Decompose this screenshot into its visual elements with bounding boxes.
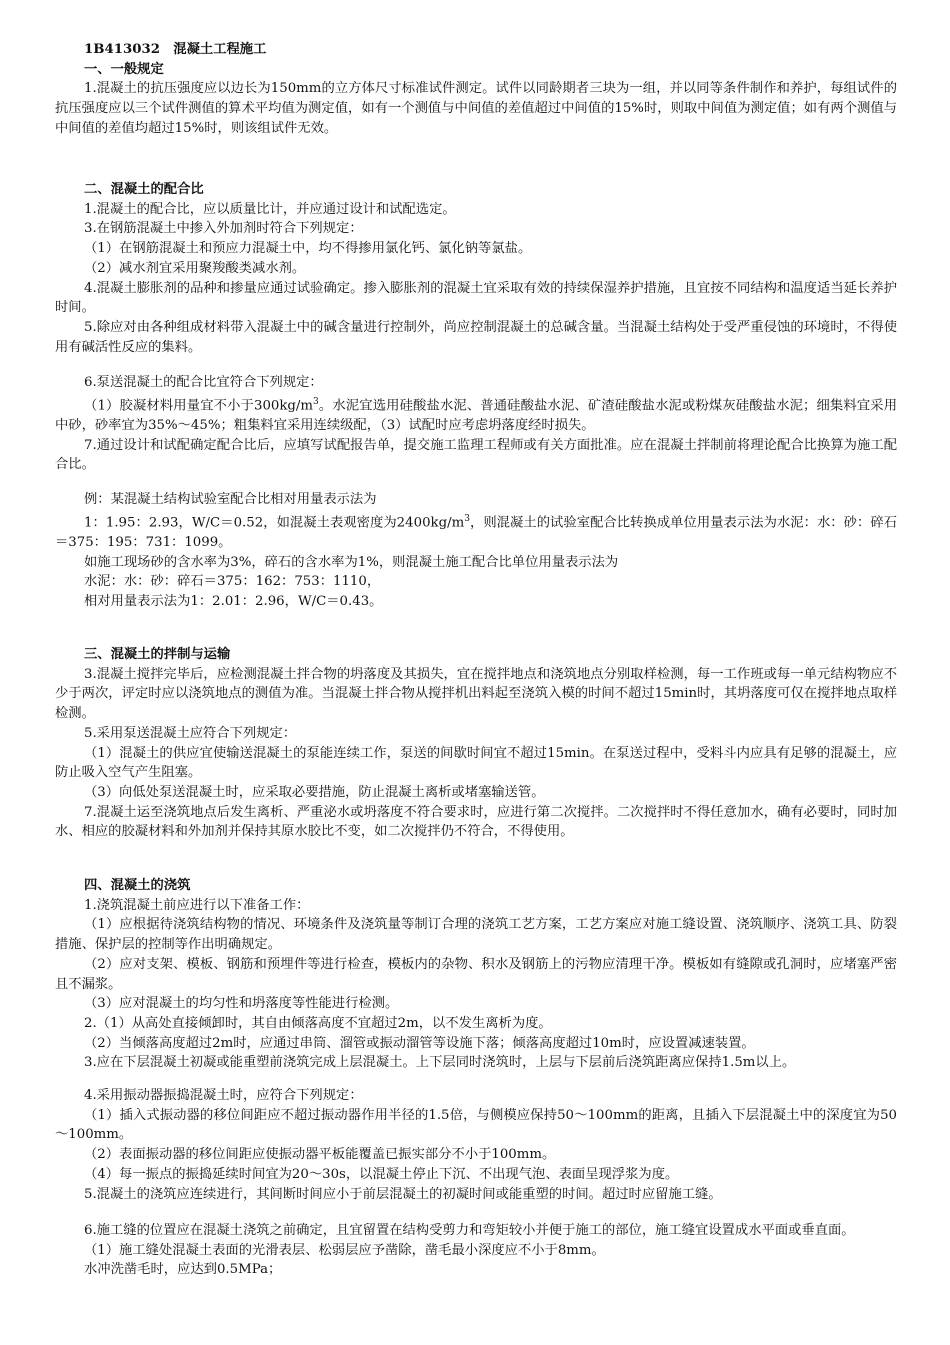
paragraph: 3.在钢筋混凝土中掺入外加剂时符合下列规定： (84, 221, 363, 237)
example-line: 如施工现场砂的含水率为3%，碎石的含水率为1%，则混凝土施工配合比单位用量表示法为 (84, 554, 619, 570)
paragraph: 水冲洗凿毛时，应达到0.5MPa； (84, 1262, 282, 1278)
text-run: ，则混凝土的试验室配合比转换成单位用量表示法为水泥：水：砂：碎石＝375：195：731：1099。 (55, 515, 897, 550)
section-general (55, 40, 897, 139)
paragraph: 2.（1）从高处直接倾卸时，其自由倾落高度不宜超过2m，以不发生离析为度。 (84, 1015, 552, 1031)
section-title: 三、混凝土的拌制与运输 (84, 647, 231, 662)
paragraph: 4.采用振动器振捣混凝土时，应符合下列规定： (84, 1088, 363, 1103)
text-run: 1：1.95：2.93，W/C＝0.52，如混凝土表观密度为2400kg/m (84, 515, 465, 531)
section-title: 二、混凝土的配合比 (84, 182, 204, 197)
paragraph: （1）施工缝处混凝土表面的光滑表层、松弱层应予凿除，凿毛最小深度应不小于8mm。 (84, 1242, 605, 1258)
section-title: 四、混凝土的浇筑 (84, 878, 191, 893)
paragraph: 5.混凝土的浇筑应连续进行，其间断时间应小于前层混凝土的初凝时间或能重塑的时间。超过时应留施工缝。 (84, 1186, 722, 1202)
text-run: 。水泥宜选用硅酸盐水泥、普通硅酸盐水泥、矿渣硅酸盐水泥或粉煤灰硅酸盐水泥；细集料宜采用中砂，砂率宜为35%～45%；粗集料宜采用连续级配，（3）试配时应考虑坍落度经时损失。 (55, 398, 898, 433)
paragraph: 5.采用泵送混凝土应符合下列规定： (84, 725, 297, 741)
section-title: 一、一般规定 (84, 61, 164, 77)
section-example (55, 490, 897, 612)
paragraph: 1.浇筑混凝土前应进行以下准备工作： (84, 897, 310, 913)
paragraph (55, 393, 897, 436)
section-mixing-transport (55, 645, 897, 842)
paragraph: 7.混凝土运至浇筑地点后发生离析、严重泌水或坍落度不符合要求时，应进行第二次搅拌。二次搅拌时不得任意加水，确有必要时，同时加水、相应的胶凝材料和外加剂并保持其原水胶比不变，如二次搅拌仍不符合，不得使用。 (55, 804, 897, 840)
paragraph: （3）应对混凝土的均匀性和坍落度等性能进行检测。 (84, 996, 399, 1012)
paragraph: （2）应对支架、模板、钢筋和预埋件等进行检查，模板内的杂物、积水及钢筋上的污物应清理干净。模板如有缝隙或孔洞时，应堵塞严密且不漏浆。 (55, 956, 897, 992)
paragraph: （3）向低处泵送混凝土时，应采取必要措施，防止混凝土离析或堵塞输送管。 (84, 784, 545, 800)
example-line: 相对用量表示法为1：2.01：2.96，W/C＝0.43。 (84, 593, 383, 609)
section-mix-ratio-pump (55, 373, 897, 475)
example-line (55, 510, 897, 553)
paragraph: （2）减水剂宜采用聚羧酸类减水剂。 (84, 260, 306, 276)
paragraph: 6.泵送混凝土的配合比宜符合下列规定： (84, 375, 323, 390)
superscript: 3 (313, 396, 319, 407)
paragraph: （2）表面振动器的移位间距应使振动器平板能覆盖已振实部分不小于100mm。 (84, 1147, 556, 1163)
paragraph: 7.通过设计和试配确定配合比后，应填写试配报告单，提交施工监理工程师或有关方面批准。应在混凝土拌制前将理论配合比换算为施工配合比。 (55, 437, 897, 473)
section-vibration (55, 1086, 897, 1204)
paragraph: 1.混凝土的抗压强度应以边长为150mm的立方体尺寸标准试件测定。试件以同龄期者三块为一组，并以同等条件制作和养护，每组试件的抗压强度应以三个试件测值的算术平均值为测定值，如有一个测值与中间值的差值超过中间值的15%时，则取中间值为测定值；如有两个测值与中间值的差值均超过15%时，则该组试件无效。 (55, 81, 897, 136)
paragraph: 3.混凝土搅拌完毕后，应检测混凝土拌合物的坍落度及其损失，宜在搅拌地点和浇筑地点分别取样检测，每一工作班或每一单元结构物应不少于两次，评定时应以浇筑地点的测值为准。当混凝土拌合物从搅拌机出料起至浇筑入模的时间不超过15min时，其坍落度可仅在搅拌地点取样检测。 (55, 666, 897, 722)
paragraph: （4）每一振点的振捣延续时间宜为20～30s，以混凝土停止下沉、不出现气泡、表面呈现浮浆为度。 (84, 1166, 679, 1182)
example-line: 例：某混凝土结构试验室配合比相对用量表示法为 (84, 492, 377, 507)
paragraph: （2）当倾落高度超过2m时，应通过串筒、溜管或振动溜管等设施下落；倾落高度超过10m时，应设置减速装置。 (84, 1035, 755, 1051)
paragraph: 3.应在下层混凝土初凝或能重塑前浇筑完成上层混凝土。上下层同时浇筑时，上层与下层前后浇筑距离应保持1.5m以上。 (84, 1055, 796, 1071)
text-run: （1）胶凝材料用量宜不小于300kg/m (84, 398, 314, 414)
section-mix-ratio (55, 180, 897, 357)
paragraph: （1）应根据待浇筑结构物的情况、环境条件及浇筑量等制订合理的浇筑工艺方案，工艺方案应对施工缝设置、浇筑顺序、浇筑工具、防裂措施、保护层的控制等作出明确规定。 (55, 917, 897, 953)
paragraph: （1）插入式振动器的移位间距应不超过振动器作用半径的1.5倍，与侧模应保持50～100mm的距离，且插入下层混凝土中的深度宜为50～100mm。 (55, 1107, 897, 1143)
paragraph: 5.除应对由各种组成材料带入混凝土中的碱含量进行控制外，尚应控制混凝土的总碱含量。当混凝土结构处于受严重侵蚀的环境时，不得使用有碱活性反应的集料。 (55, 319, 897, 355)
section-construction-joint (55, 1221, 897, 1280)
paragraph: （1）在钢筋混凝土和预应力混凝土中，均不得掺用氯化钙、氯化钠等氯盐。 (84, 241, 532, 257)
page-heading: 1B413032 混凝土工程施工 (84, 42, 267, 57)
paragraph: 4.混凝土膨胀剂的品种和掺量应通过试验确定。掺入膨胀剂的混凝土宜采取有效的持续保湿养护措施，且宜按不同结构和温度适当延长养护时间。 (55, 280, 897, 316)
section-pouring (55, 876, 897, 1073)
example-line: 水泥：水：砂：碎石＝375：162：753：1110， (84, 574, 381, 590)
paragraph: 1.混凝土的配合比，应以质量比计，并应通过设计和试配选定。 (84, 201, 456, 217)
superscript: 3 (464, 513, 470, 524)
paragraph: （1）混凝土的供应宜使输送混凝土的泵能连续工作，泵送的间歇时间宜不超过15min。在泵送过程中，受料斗内应具有足够的混凝土，应防止吸入空气产生阻塞。 (55, 745, 897, 781)
paragraph: 6.施工缝的位置应在混凝土浇筑之前确定，且宜留置在结构受剪力和弯矩较小并便于施工的部位，施工缝宜设置成水平面或垂直面。 (84, 1223, 855, 1238)
